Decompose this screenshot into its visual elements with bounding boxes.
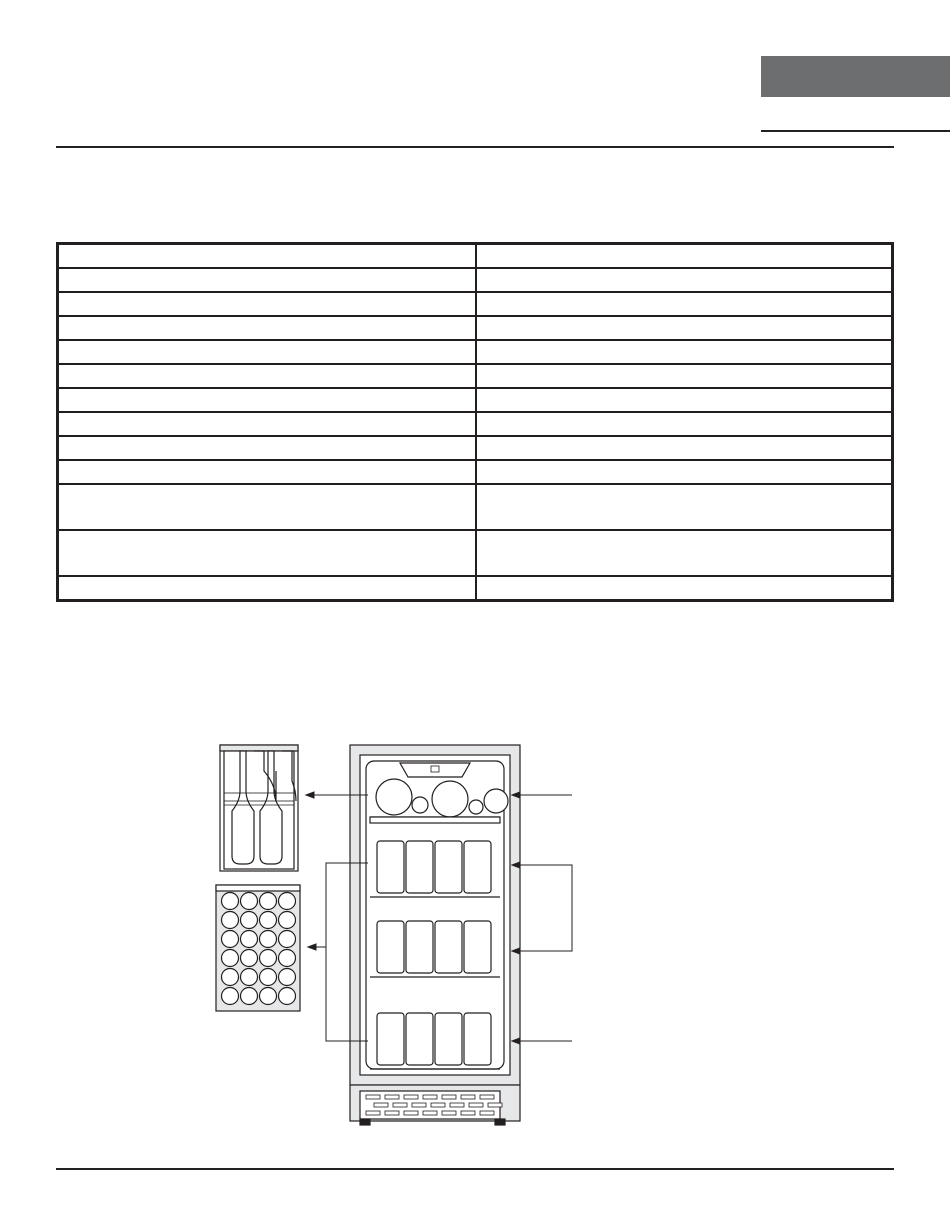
spec-label [58,530,476,576]
header-rule [56,146,894,148]
spec-label [58,244,476,269]
spec-value [476,436,893,460]
spec-label [58,292,476,316]
spec-label [58,412,476,436]
spec-label [58,364,476,388]
spec-row [58,244,893,269]
can-rack-icon [216,885,300,1011]
spec-value [476,244,893,269]
spec-row [58,316,893,340]
spec-row [58,576,893,601]
spec-row [58,388,893,412]
spec-value [476,316,893,340]
spec-row [58,460,893,484]
spec-value [476,292,893,316]
spec-row [58,340,893,364]
footer-rule [56,1168,894,1170]
spec-value [476,388,893,412]
tab-underline [761,130,950,132]
spec-row [58,436,893,460]
section-tab [761,56,950,97]
spec-label [58,388,476,412]
specifications-table-body [58,244,893,601]
cooler-diagram [210,735,590,1130]
beverage-cooler-icon [350,745,520,1125]
spec-value [476,530,893,576]
spec-row [58,484,893,530]
spec-value [476,364,893,388]
spec-value [476,340,893,364]
spec-label [58,484,476,530]
spec-label [58,268,476,292]
spec-row [58,530,893,576]
spec-label [58,460,476,484]
spec-label [58,316,476,340]
spec-value [476,576,893,601]
spec-value [476,268,893,292]
spec-row [58,364,893,388]
spec-row [58,412,893,436]
spec-row [58,292,893,316]
spec-value [476,460,893,484]
spec-label [58,340,476,364]
spec-value [476,412,893,436]
spec-label [58,576,476,601]
spec-label [58,436,476,460]
specifications-table [56,242,894,602]
bottle-rack-icon [220,745,298,871]
spec-row [58,268,893,292]
spec-value [476,484,893,530]
